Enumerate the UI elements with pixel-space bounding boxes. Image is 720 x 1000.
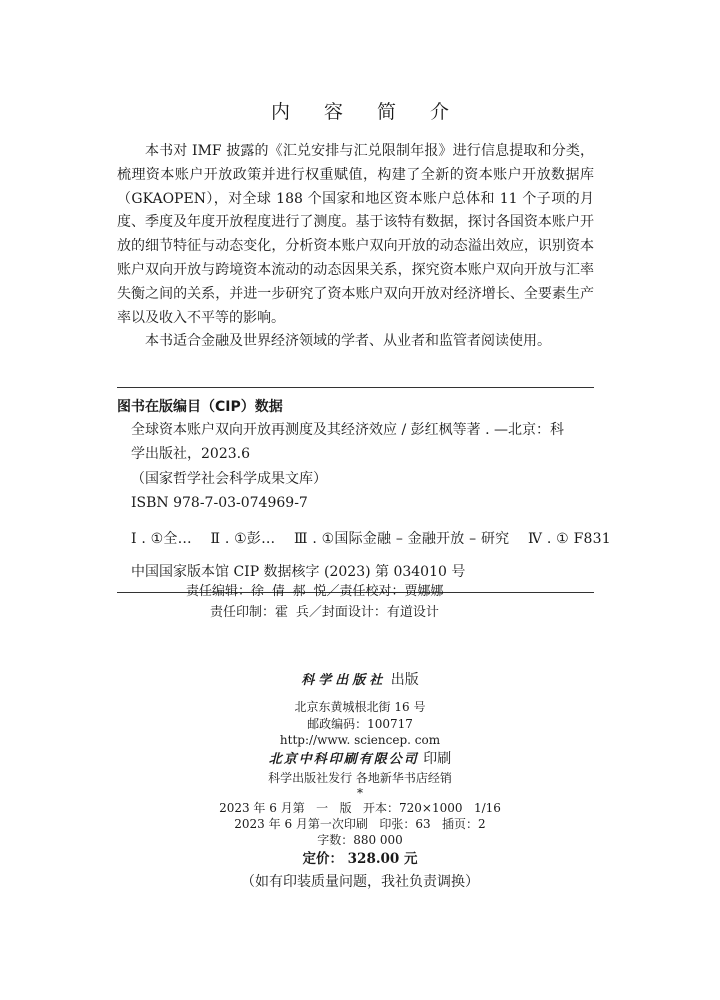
- cip-class-item: Ⅰ . ①全…: [131, 530, 192, 547]
- printer-logo: 北京中科印刷有限公司: [268, 751, 419, 767]
- edition-line: 2023 年 6 月第 一 版 开本：720×1000 1/16: [219, 801, 501, 815]
- publisher-logo: 科学出版社: [301, 673, 387, 688]
- cip-series: （国家哲学社会科学成果文库）: [131, 470, 327, 487]
- cip-class-item: Ⅳ . ① F831: [528, 530, 611, 547]
- postcode: 邮政编码：100717: [307, 716, 413, 731]
- edition-info: [0, 800, 720, 848]
- cip-body: [117, 418, 611, 592]
- cip-class-item: Ⅱ . ①彭…: [210, 530, 276, 547]
- cip-number: 中国国家版本馆 CIP 数据核字 (2023) 第 034010 号: [131, 564, 466, 581]
- edition-line: 2023 年 6 月第一次印刷 印张：63 插页：2: [234, 817, 486, 831]
- cip-heading: 图书在版编目（CIP）数据: [117, 399, 283, 415]
- separator-star: *: [357, 786, 363, 800]
- publication-info: [0, 670, 720, 894]
- publisher-suffix: 出版: [390, 672, 419, 688]
- website: http://www. sciencep. com: [279, 733, 441, 747]
- cip-title-line: 全球资本账户双向开放再测度及其经济效应 / 彭红枫等著 . —北京：科: [131, 422, 564, 438]
- page-title: 内 容 简 介: [270, 101, 464, 123]
- distribution: 科学出版社发行 各地新华书店经销: [268, 770, 452, 785]
- cip-title-line: 学出版社，2023.6: [131, 446, 250, 463]
- cip-isbn: ISBN 978-7-03-074969-7: [131, 495, 308, 512]
- publisher-address: 北京东黄城根北街 16 号: [294, 700, 426, 714]
- word-count: 字数：880 000: [317, 833, 403, 847]
- quality-notice: （如有印装质量问题，我社负责调换）: [241, 874, 479, 890]
- editor-line: 责任印制：霍 兵／封面设计：有道设计: [210, 605, 439, 620]
- summary-paragraph: 本书对 IMF 披露的《汇兑安排与汇兑限制年报》进行信息提取和分类，梳理资本账户开放政策并进行权重赋值，构建了全新的资本账户开放数据库（GKAOPEN），对全球 188 个国家和地区资本账户总体和 11 个子项的月度、季度及年度开放程度进行了测度。基于该特有数据，探讨各国资本账户开放的细节特征与动态变化，分析资本账户双向开放的动态溢出效应，识别资本账户双向开放与跨境资本流动的动态因果关系，探究资本账户双向开放与汇率失衡之间的关系，并进一步研究了资本账户双向开放对经济增长、全要素生产率以及收入不平等的影响。: [117, 143, 594, 326]
- cip-classification: [131, 527, 611, 551]
- cip-block: [117, 387, 611, 593]
- printer-suffix: 印刷: [423, 750, 452, 767]
- printer-line: [0, 749, 720, 770]
- content-summary: [117, 140, 594, 354]
- publisher-line: [0, 670, 720, 691]
- editor-line: 责任编辑：徐 倩 郝 悦／责任校对：贾娜娜: [186, 584, 444, 599]
- summary-paragraph: 本书适合金融及世界经济领域的学者、从业者和监管者阅读使用。: [145, 333, 551, 350]
- price: 定价： 328.00 元: [302, 851, 418, 867]
- cip-class-item: Ⅲ . ①国际金融 – 金融开放 – 研究: [293, 530, 510, 547]
